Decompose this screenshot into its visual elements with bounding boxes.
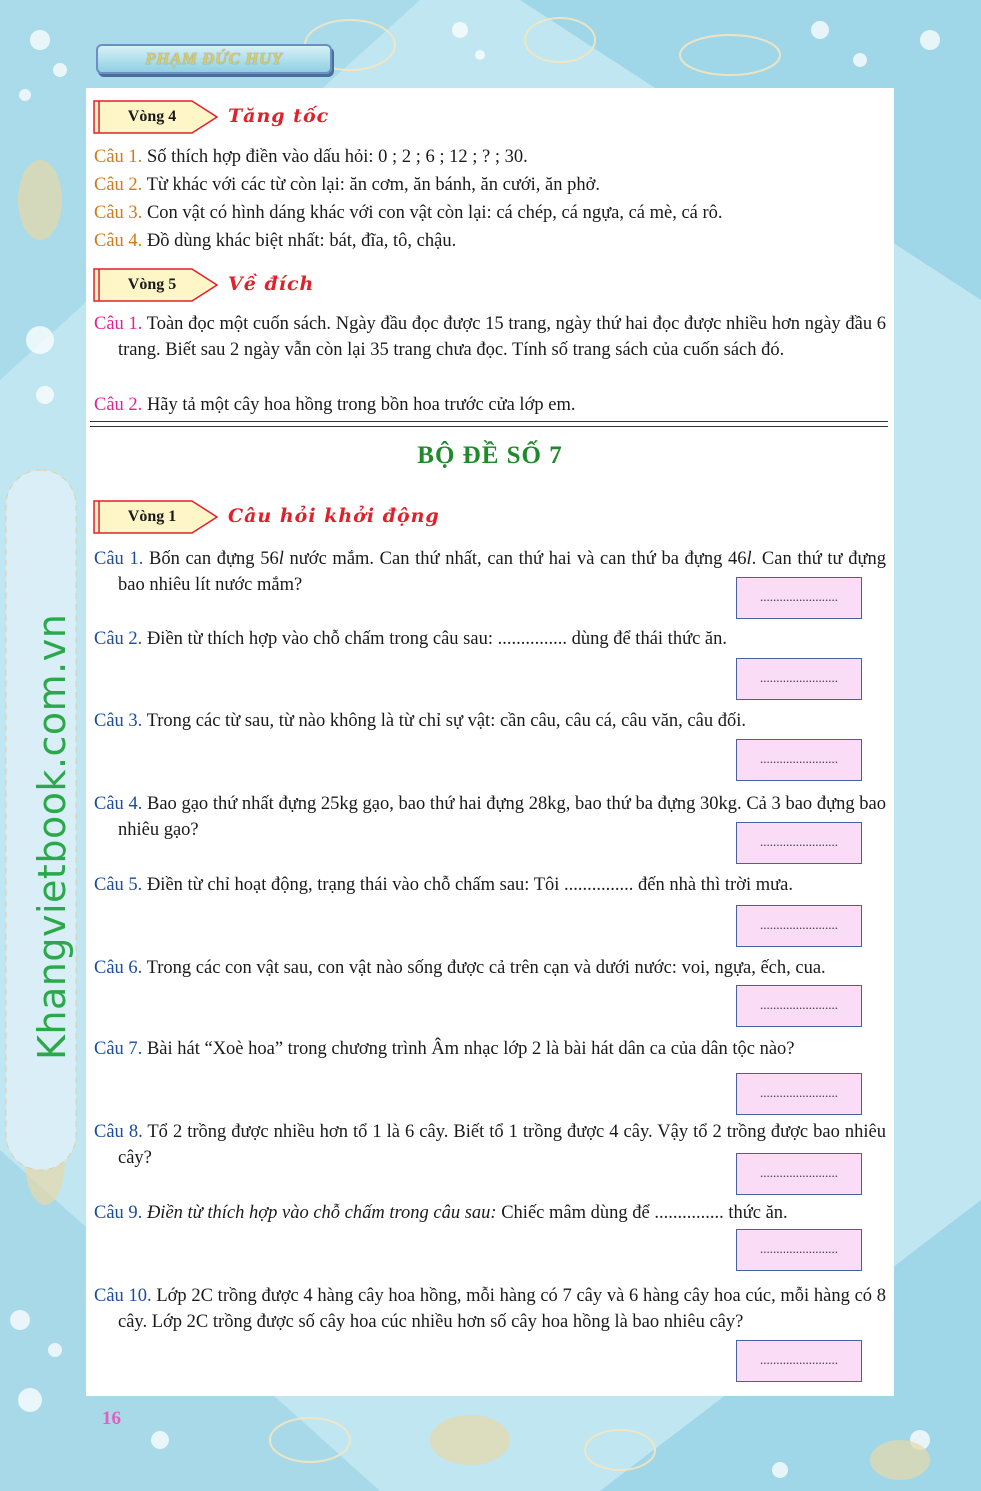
round1-question-5 <box>94 872 886 898</box>
answer-box-4[interactable]: ........................ <box>736 822 862 864</box>
round-label-text: Vòng 1 <box>127 508 177 525</box>
round1-question-7 <box>94 1036 886 1062</box>
question-text: Bao gạo thứ nhất đựng 25kg gạo, bao thứ hai đựng 28kg, bao thứ ba đựng 30kg. Cả 3 bao đựng bao nhiêu gạo? <box>118 794 886 840</box>
question-label: Câu 3. <box>94 711 143 731</box>
round4-question-3 <box>94 200 886 226</box>
question-text: Hãy tả một cây hoa hồng trong bồn hoa trước cửa lớp em. <box>142 395 576 415</box>
round-label-1 <box>92 500 212 534</box>
question-text: Lớp 2C trồng được 4 hàng cây hoa hồng, mỗi hàng có 7 cây và 6 hàng cây hoa cúc, mỗi hàng có 8 cây. Lớp 2C trồng được số cây hoa cúc nhiều hơn số cây hoa hồng là bao nhiêu cây? <box>118 1286 886 1332</box>
round1-question-6 <box>94 955 886 981</box>
question-text: nước mắm. Can thứ nhất, can thứ hai và can thứ ba đựng 46 <box>283 549 747 569</box>
question-text: . Can thứ tư đựng bao nhiêu lít nước mắm? <box>118 549 886 595</box>
round-label-5 <box>92 268 212 302</box>
round5-question-1 <box>94 311 886 363</box>
page-number: 16 <box>102 1408 121 1429</box>
question-label: Câu 10. <box>94 1286 152 1306</box>
round1-question-3 <box>94 708 886 734</box>
round1-question-2 <box>94 626 886 652</box>
round-title-4: Tăng tốc <box>228 105 330 127</box>
round-title-1: Câu hỏi khởi động <box>228 505 440 527</box>
answer-box-10[interactable]: ........................ <box>736 1340 862 1382</box>
question-text: Điền từ thích hợp vào chỗ chấm trong câu sau: ............... dùng để thái thức ăn. <box>142 629 728 649</box>
answer-box-9[interactable]: ........................ <box>736 1229 862 1271</box>
question-label: Câu 1. <box>94 549 144 569</box>
unit-liter: l <box>746 549 752 569</box>
round5-question-2 <box>94 392 886 418</box>
question-text: Trong các từ sau, từ nào không là từ chỉ sự vật: cần câu, câu cá, câu văn, câu đối. <box>142 711 746 731</box>
round4-question-1 <box>94 144 886 170</box>
question-text: Từ khác với các từ còn lại: ăn cơm, ăn bánh, ăn cưới, ăn phở. <box>142 175 601 195</box>
question-text: Bài hát “Xoè hoa” trong chương trình Âm nhạc lớp 2 là bài hát dân ca của dân tộc nào? <box>142 1039 795 1059</box>
round-label-text: Vòng 4 <box>127 108 177 125</box>
question-label: Câu 6. <box>94 958 143 978</box>
question-label: Câu 2. <box>94 395 143 415</box>
section-divider <box>90 421 888 422</box>
round-title-5: Về đích <box>228 273 315 295</box>
unit-liter: l <box>278 549 284 569</box>
answer-box-6[interactable]: ........................ <box>736 985 862 1027</box>
question-text: Số thích hợp điền vào dấu hỏi: 0 ; 2 ; 6 ; 12 ; ? ; 30. <box>142 147 528 167</box>
answer-box-3[interactable]: ........................ <box>736 739 862 781</box>
question-text: Trong các con vật sau, con vật nào sống được cả trên cạn và dưới nước: voi, ngựa, ếch, cua. <box>142 958 826 978</box>
question-label: Câu 1. <box>94 314 143 334</box>
question-text: Tổ 2 trồng được nhiều hơn tổ 1 là 6 cây. Biết tổ 1 trồng được 4 cây. Vậy tổ 2 trồng được bao nhiêu cây? <box>118 1122 886 1168</box>
section-divider <box>90 426 888 427</box>
question-label: Câu 2. <box>94 629 143 649</box>
round1-question-9 <box>94 1200 886 1226</box>
section-title: BỘ ĐỀ SỐ 7 <box>417 442 563 469</box>
answer-box-7[interactable]: ........................ <box>736 1073 862 1115</box>
answer-box-5[interactable]: ........................ <box>736 905 862 947</box>
question-label: Câu 3. <box>94 203 143 223</box>
answer-box-8[interactable]: ........................ <box>736 1153 862 1195</box>
question-instruction: Điền từ thích hợp vào chỗ chấm trong câu sau: <box>142 1203 497 1223</box>
round4-question-4 <box>94 228 886 254</box>
question-label: Câu 1. <box>94 147 143 167</box>
answer-box-2[interactable]: ........................ <box>736 658 862 700</box>
question-label: Câu 9. <box>94 1203 143 1223</box>
question-label: Câu 4. <box>94 231 143 251</box>
round-label-text: Vòng 5 <box>127 276 177 293</box>
round-label-4 <box>92 100 212 134</box>
question-text: Toàn đọc một cuốn sách. Ngày đầu đọc được 15 trang, ngày thứ hai đọc được nhiều hơn ngày đầu 6 trang. Biết sau 2 ngày vẫn còn lại 35 trang chưa đọc. Tính số trang sách của cuốn sách đó. <box>118 314 886 360</box>
question-text: Điền từ chỉ hoạt động, trạng thái vào chỗ chấm sau: Tôi ............... đến nhà thì trời mưa. <box>142 875 793 895</box>
question-text: Đồ dùng khác biệt nhất: bát, đĩa, tô, chậu. <box>142 231 457 251</box>
question-label: Câu 5. <box>94 875 143 895</box>
question-text: Chiếc mâm dùng để ............... thức ăn. <box>496 1203 788 1223</box>
question-label: Câu 2. <box>94 175 143 195</box>
round1-question-10 <box>94 1283 886 1335</box>
watermark-text: Khangvietbook.com.vn <box>30 613 74 1060</box>
question-label: Câu 8. <box>94 1122 143 1142</box>
question-text: Con vật có hình dáng khác với con vật còn lại: cá chép, cá ngựa, cá mè, cá rô. <box>142 203 723 223</box>
author-header: PHẠM ĐỨC HUY <box>96 44 332 74</box>
question-text: Bốn can đựng 56 <box>143 549 279 569</box>
question-label: Câu 7. <box>94 1039 143 1059</box>
round4-question-2 <box>94 172 886 198</box>
answer-box-1[interactable]: ........................ <box>736 577 862 619</box>
question-label: Câu 4. <box>94 794 143 814</box>
